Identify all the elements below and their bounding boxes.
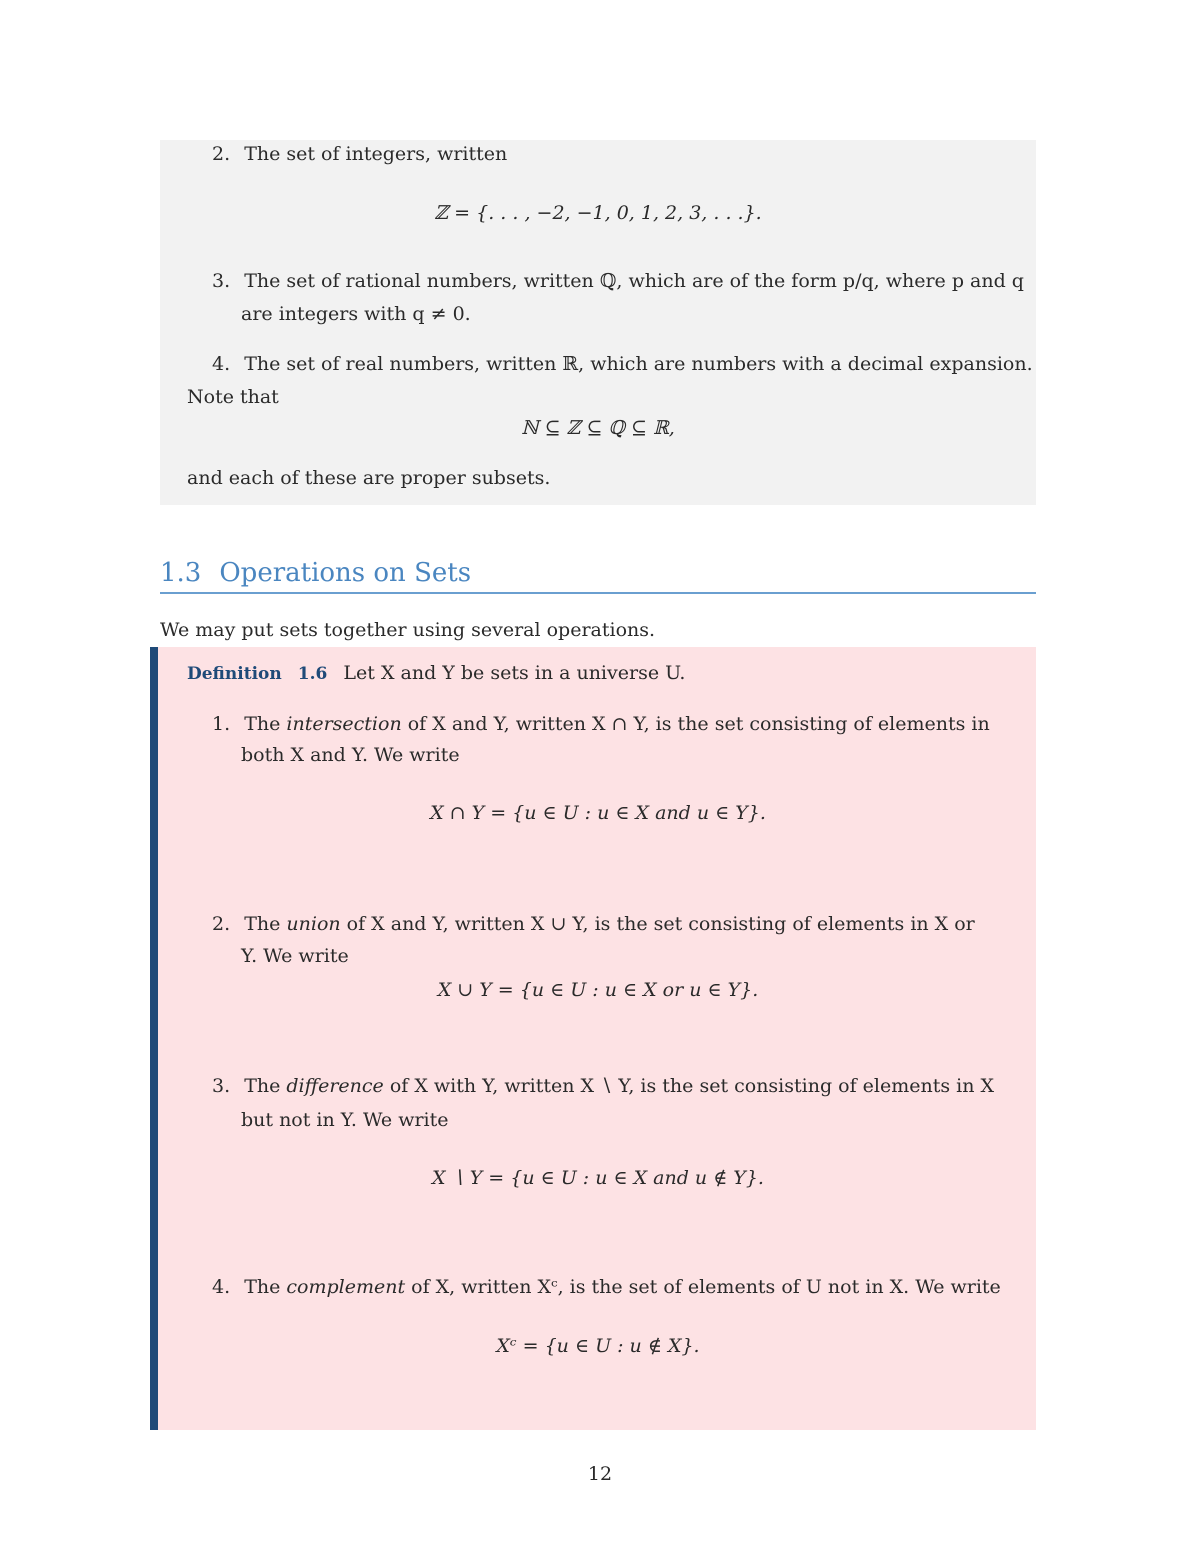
section-intro: We may put sets together using several operations. [160, 619, 656, 641]
list-number: 2. [212, 913, 231, 935]
definition-item-complement [212, 1274, 1001, 1300]
item-text: The [244, 713, 287, 735]
definition-accent-bar [150, 647, 158, 1430]
item-text: The [244, 1075, 287, 1097]
definition-item-union [212, 911, 975, 937]
list-item-text: The set of rational numbers, written ℚ, which are of the form p/q, where p and q [244, 270, 1024, 292]
list-number: 3. [212, 270, 231, 292]
item-text-continued: both X and Y. We write [241, 744, 460, 766]
item-text: of X with Y, written X ∖ Y, is the set consisting of elements in X [383, 1075, 995, 1097]
definition-number: 1.6 [297, 664, 328, 684]
definition-statement: Let X and Y be sets in a universe U. [343, 662, 686, 684]
list-item-text: The set of real numbers, written ℝ, which are numbers with a decimal expansion. [244, 353, 1033, 375]
definition-label: Definition [187, 664, 282, 684]
item-text-continued: Y. We write [241, 945, 349, 967]
formula-integers: ℤ = {. . . , −2, −1, 0, 1, 2, 3, . . .}. [434, 202, 762, 224]
formula-difference: X ∖ Y = {u ∈ U : u ∈ X and u ∉ Y}. [432, 1167, 764, 1189]
section-number: 1.3 [160, 558, 202, 588]
list-item-integers [212, 141, 507, 167]
list-item-text-continued: are integers with q ≠ 0. [241, 303, 471, 325]
formula-complement: Xᶜ = {u ∈ U : u ∉ X}. [496, 1335, 700, 1357]
definition-item-difference [212, 1073, 994, 1099]
formula-intersection: X ∩ Y = {u ∈ U : u ∈ X and u ∈ Y}. [430, 802, 766, 824]
item-text-continued: but not in Y. We write [241, 1109, 449, 1131]
defined-term: difference [286, 1075, 384, 1097]
section-heading [160, 558, 471, 588]
formula-union: X ∪ Y = {u ∈ U : u ∈ X or u ∈ Y}. [437, 979, 759, 1001]
item-text: of X, written Xᶜ, is the set of elements of U not in X. We write [405, 1276, 1001, 1298]
section-title: Operations on Sets [219, 558, 472, 588]
item-text: of X and Y, written X ∩ Y, is the set consisting of elements in [401, 713, 990, 735]
item-text: The [244, 1276, 287, 1298]
section-divider [160, 592, 1036, 594]
item-text: of X and Y, written X ∪ Y, is the set consisting of elements in X or [340, 913, 975, 935]
page-number: 12 [587, 1463, 613, 1485]
list-number: 2. [212, 143, 231, 165]
note-text: Note that [187, 386, 279, 408]
list-number: 4. [212, 353, 231, 375]
defined-term: union [286, 913, 341, 935]
item-text: The [244, 913, 287, 935]
definition-header [187, 660, 685, 687]
definition-item-intersection [212, 711, 990, 737]
defined-term: intersection [286, 713, 402, 735]
formula-subsets: ℕ ⊆ ℤ ⊆ ℚ ⊆ ℝ, [521, 417, 675, 439]
list-item-reals [212, 351, 1033, 377]
defined-term: complement [286, 1276, 406, 1298]
closing-text: and each of these are proper subsets. [187, 467, 551, 489]
list-number: 3. [212, 1075, 231, 1097]
list-item-rationals [212, 268, 1024, 294]
list-item-text: The set of integers, written [244, 143, 508, 165]
list-number: 1. [212, 713, 231, 735]
list-number: 4. [212, 1276, 231, 1298]
